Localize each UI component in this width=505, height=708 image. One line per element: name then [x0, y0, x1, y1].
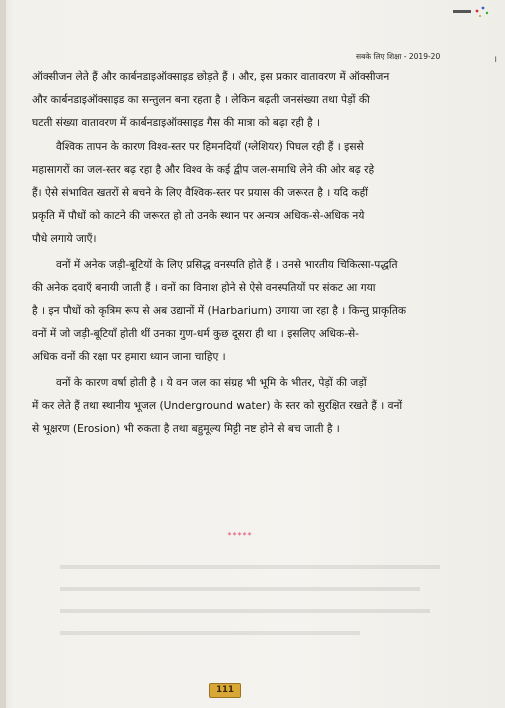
page-body	[0, 66, 488, 441]
page-number-badge: 111	[209, 683, 241, 698]
margin-mark: ।	[493, 55, 497, 65]
text-line: है । इन पौधों को कृत्रिम रूप से अब उद्यानों में (Harbarium) उगाया जा रहा है । किन्तु प्राकृतिक	[32, 304, 407, 317]
text-line: वैश्विक तापन के कारण विश्व-स्तर पर हिमनदियाँ (ग्लेशियर) पिघल रही हैं । इससे	[56, 141, 364, 154]
text-line: वनों के कारण वर्षा होती है । ये वन जल का संग्रह भी भूमि के भीतर, पेड़ों की जड़ों	[56, 377, 367, 390]
text-line: की अनेक दवाएँ बनायी जाती हैं । वनों का विनाश होने से ऐसे वनस्पतियों पर संकट आ गया	[32, 282, 376, 295]
text-line: वनों में जो जड़ी-बूटियाँ होती थीं उनका गुण-धर्म कुछ दूसरा ही था । इसलिए अधिक-से-	[32, 327, 360, 340]
text-line: से भूक्षरण (Erosion) भी रुकता है तथा बहुमूल्य मिट्टी नष्ट होने से बच जाती है ।	[32, 422, 340, 435]
printer-mark-icon	[449, 4, 491, 22]
section-separator: *****	[227, 531, 253, 540]
text-line: घटती संख्या वातावरण में कार्बनडाइऑक्साइड गैस की मात्रा को बढ़ा रही है ।	[32, 116, 321, 129]
text-line: ऑक्सीजन लेते हैं और कार्बनडाइऑक्साइड छोड़ते हैं । और, इस प्रकार वातावरण में ऑक्सीजन	[32, 71, 390, 83]
text-line: और कार्बनडाइऑक्साइड का सन्तुलन बना रहता है । लेकिन बढ़ती जनसंख्या तथा पेड़ों की	[32, 93, 370, 106]
text-line: हैं। ऐसे संभावित खतरों से बचने के लिए वैश्विक-स्तर पर प्रयास की जरूरत है । यदि कहीं	[32, 186, 368, 199]
show-through-text	[40, 560, 460, 650]
text-line: महासागरों का जल-स्तर बढ़ रहा है और विश्व के कई द्वीप जल-समाधि लेने की ओर बढ़ रहे	[32, 164, 375, 177]
text-line: प्रकृति में पौधों को काटने की जरूरत हो तो उनके स्थान पर अन्यत्र अधिक-से-अधिक नये	[32, 209, 365, 222]
text-line: पौधे लगाये जाएँ।	[32, 232, 97, 245]
text-line: अधिक वनों की रक्षा पर हमारा ध्यान जाना चाहिए ।	[32, 350, 226, 363]
text-line: में कर लेते हैं तथा स्थानीय भूजल (Underground water) के स्तर को सुरक्षित रखते हैं । वनों	[32, 400, 403, 413]
text-line: वनों में अनेक जड़ी-बूटियों के लिए प्रसिद्ध वनस्पति होते हैं । उनसे भारतीय चिकित्सा-पद्धति	[56, 259, 398, 272]
running-header: सबके लिए शिक्षा - 2019-20	[356, 52, 441, 61]
